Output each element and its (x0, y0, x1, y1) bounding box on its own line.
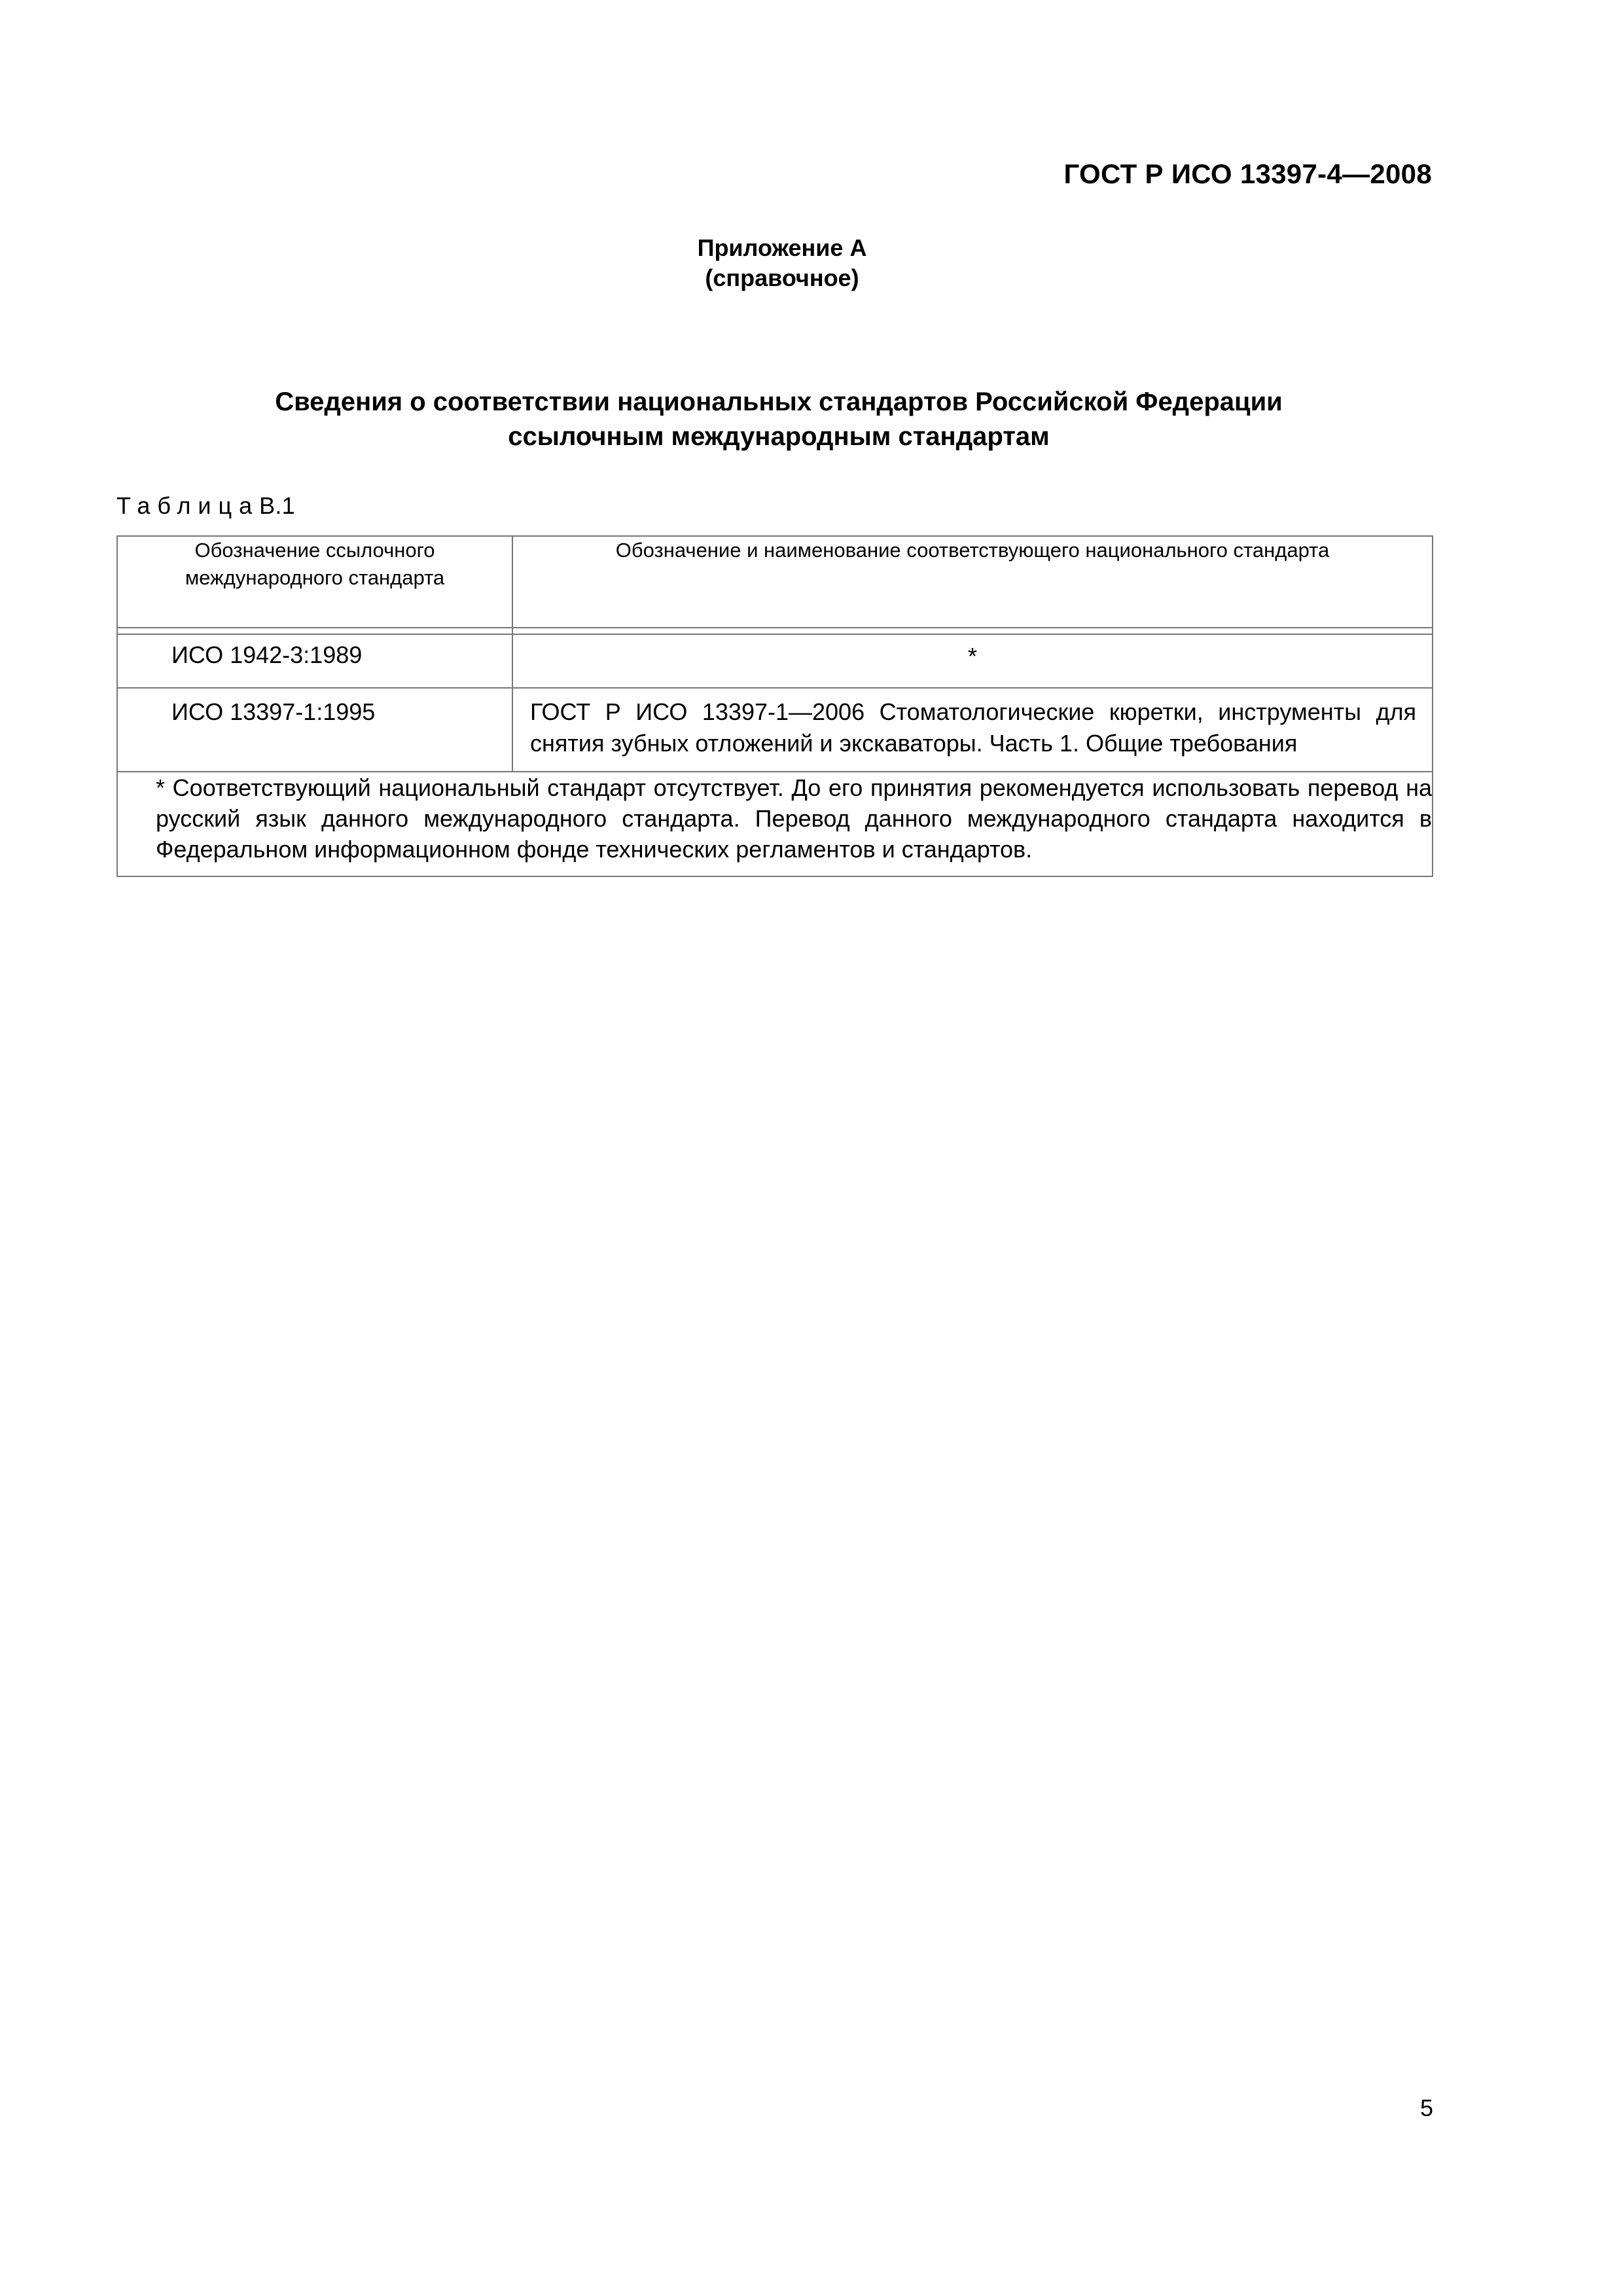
table-footnote-text: * Соответствующий национальный стандарт отсутствует. До его принятия рекомендуется использовать перевод на русский язык данного международного стандарта. Перевод данного международного стандарта находится в Федеральном информационном фонде технических регламентов и стандартов. (156, 774, 1432, 863)
section-title (0, 385, 1558, 454)
appendix-heading (0, 233, 1564, 293)
national-standard-cell: * (512, 634, 1433, 688)
table-row (117, 634, 1433, 688)
page-number: 5 (1419, 2094, 1433, 2121)
national-standard-cell: ГОСТ Р ИСО 13397-1—2006 Стоматологические кюретки, инструменты для снятия зубных отложений и экскаваторы. Часть 1. Общие требования (512, 688, 1433, 772)
separator-cell (117, 628, 512, 634)
table-footnote-row (117, 772, 1433, 876)
separator-cell (512, 628, 1433, 634)
document-code: ГОСТ Р ИСО 13397-4—2008 (1063, 158, 1432, 189)
section-title-line-1: Сведения о соответствии национальных стандартов Российской Федерации (275, 387, 1283, 416)
appendix-label: Приложение А (697, 234, 867, 261)
section-title-line-2: ссылочным международным стандартам (508, 422, 1050, 451)
header-separator-row (117, 628, 1433, 634)
table-header-row (117, 536, 1433, 628)
table-footnote-cell (117, 772, 1433, 876)
table-row (117, 688, 1433, 772)
appendix-status: (справочное) (705, 264, 859, 291)
column-header-national: Обозначение и наименование соответствующего национального стандарта (512, 536, 1433, 628)
table-caption (116, 492, 295, 520)
international-standard-cell: ИСО 13397-1:1995 (117, 688, 512, 772)
column-header-international: Обозначение ссылочного международного стандарта (117, 536, 512, 628)
table-caption-word: Таблица (116, 492, 260, 519)
standards-correspondence-table (116, 535, 1433, 877)
table-caption-number: В.1 (259, 492, 295, 519)
international-standard-cell: ИСО 1942-3:1989 (117, 634, 512, 688)
